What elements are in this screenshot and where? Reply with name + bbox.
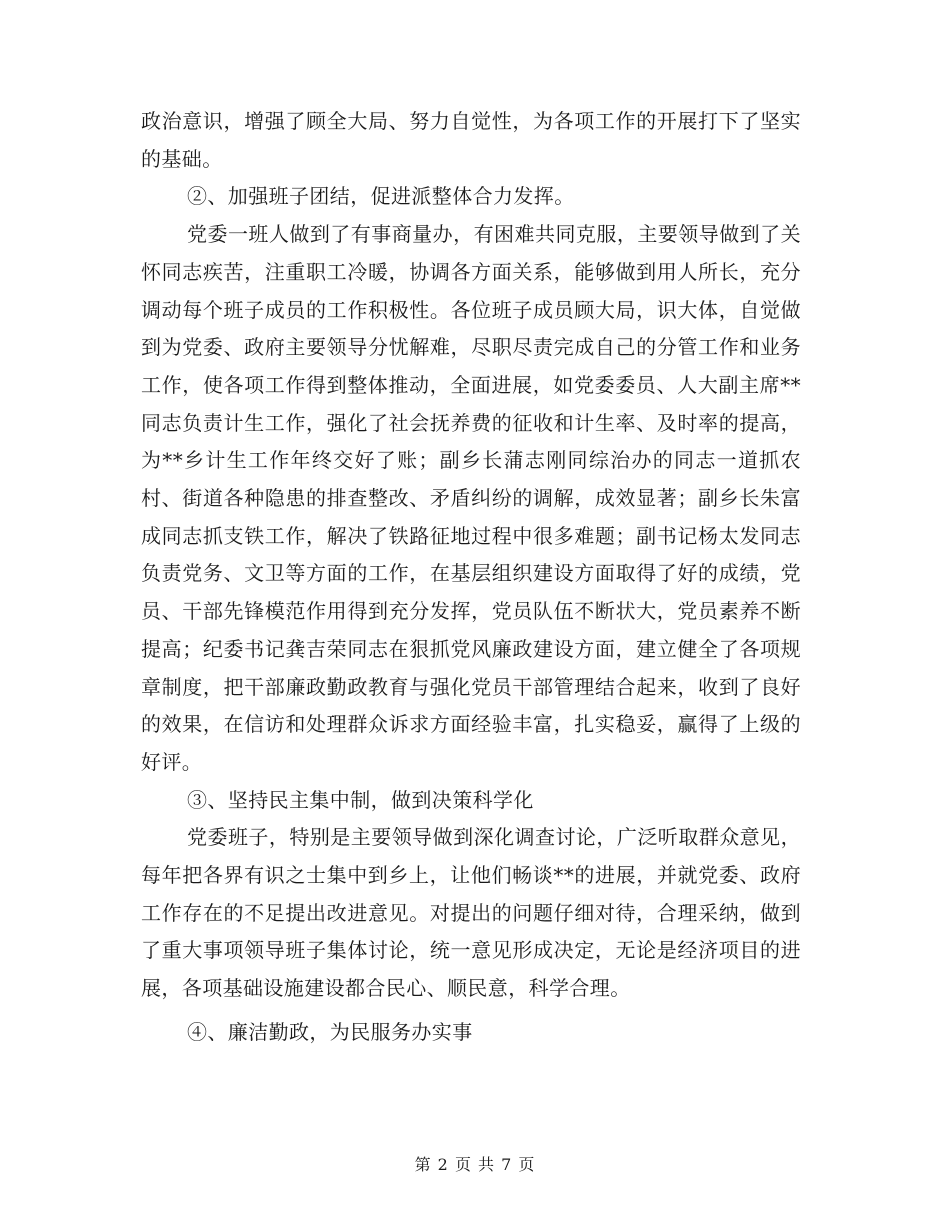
heading-team-unity: ②、加强班子团结，促进派整体合力发挥。 [187,184,575,209]
paragraph-democratic-centralism: 党委班子，特别是主要领导做到深化调查讨论，广泛听取群众意见，每年把各界有识之士集中到乡上，让他们畅谈**的进展，并就党委、政府工作存在的不足提出改进意见。对提出的问题仔细对待，合理采纳，做到了重大事项领导班子集体讨论，统一意见形成决定，无论是经济项目的进展，各项基础设施建设都合民心、顺民意，科学合理。 [141,825,801,1001]
document-body [141,103,801,1052]
page-number-footer: 第 2 页 共 7 页 [414,1155,536,1174]
paragraph-team-unity: 党委一班人做到了有事商量办，有困难共同克服，主要领导做到了关怀同志疾苦，注重职工冷暖，协调各方面关系，能够做到用人所长，充分调动每个班子成员的工作积极性。各位班子成员顾大局，识大体，自觉做到为党委、政府主要领导分忧解难，尽职尽责完成自己的分管工作和业务工作，使各项工作得到整体推动，全面进展，如党委委员、人大副主席**同志负责计生工作，强化了社会抚养费的征收和计生率、及时率的提高，为**乡计生工作年终交好了账；副乡长蒲志刚同综治办的同志一道抓农村、街道各种隐患的排查整改、矛盾纠纷的调解，成效显著；副乡长朱富成同志抓支铁工作，解决了铁路征地过程中很多难题；副书记杨太发同志负责党务、文卫等方面的工作，在基层组织建设方面取得了好的成绩，党员、干部先锋模范作用得到充分发挥，党员队伍不断状大，党员素养不断提高；纪委书记龚吉荣同志在狠抓党风廉政建设方面，建立健全了各项规章制度，把干部廉政勤政教育与强化党员干部管理结合起来，收到了良好的效果，在信访和处理群众诉求方面经验丰富，扎实稳妥，赢得了上级的好评。 [141,222,801,774]
heading-democratic-centralism: ③、坚持民主集中制，做到决策科学化 [187,787,534,812]
paragraph-continuation: 政治意识，增强了顾全大局、努力自觉性，为各项工作的开展打下了坚实的基础。 [141,109,801,171]
heading-clean-governance: ④、廉洁勤政，为民服务办实事 [187,1019,473,1044]
